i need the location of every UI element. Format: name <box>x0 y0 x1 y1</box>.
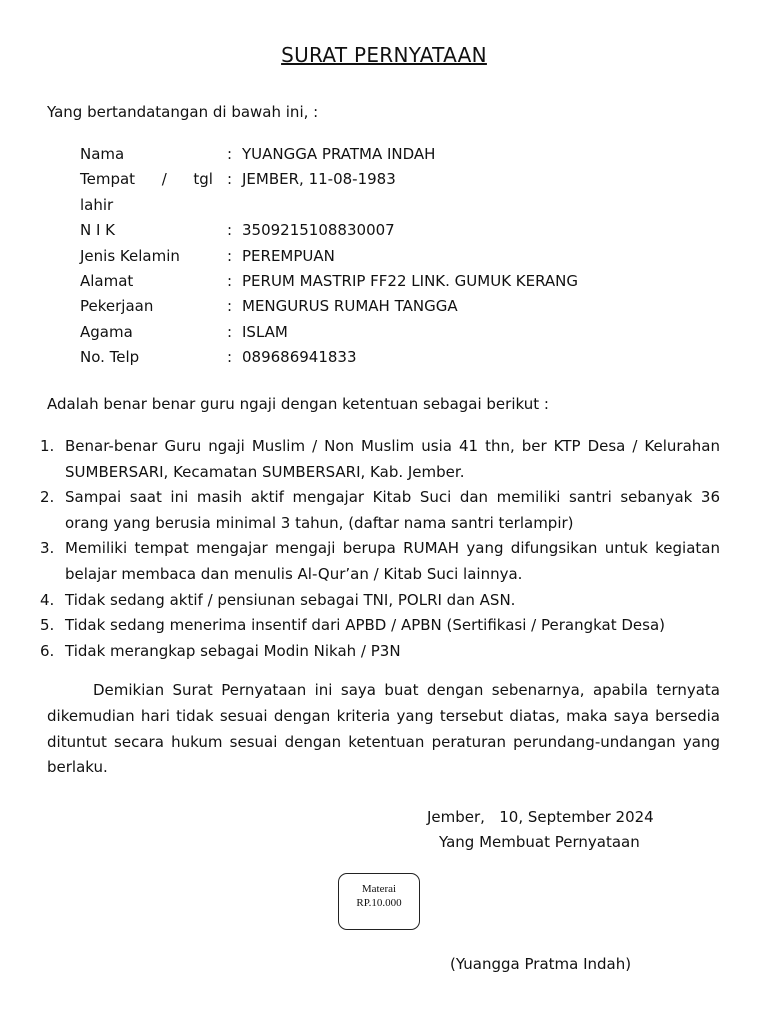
list-item-number: 6. <box>40 641 55 660</box>
list-item <box>40 434 720 485</box>
stamp-duty-box <box>338 873 420 930</box>
identity-row-name <box>80 142 720 167</box>
identity-label <box>80 167 213 192</box>
list-item-number: 4. <box>40 590 55 609</box>
list-item <box>40 536 720 587</box>
closing-paragraph: Demikian Surat Pernyataan ini saya buat dengan sebenarnya, apabila ternyata dikemudian hari tidak sesuai dengan kriteria yang tersebut diatas, maka saya bersedia dituntut secara hukum sesuai dengan ketentuan peraturan perundang-undangan yang berlaku. <box>47 681 720 777</box>
identity-row-phone <box>80 345 720 370</box>
identity-colon: : <box>227 297 233 316</box>
list-item-number: 2. <box>40 488 55 507</box>
list-item-text: Tidak sedang aktif / pensiunan sebagai TNI, POLRI dan ASN. <box>65 590 516 609</box>
identity-colon: : <box>227 221 233 240</box>
list-item-number: 1. <box>40 437 55 455</box>
identity-label-part: Tempat <box>80 170 136 189</box>
identity-label-part: tgl <box>193 170 213 189</box>
identity-label: N I K <box>80 221 116 240</box>
identity-value: MENGURUS RUMAH TANGGA <box>242 297 458 316</box>
list-item <box>40 485 720 536</box>
identity-label: Pekerjaan <box>80 297 154 316</box>
identity-label-part: / <box>161 170 167 189</box>
identity-value: PERUM MASTRIP FF22 LINK. GUMUK KERANG <box>242 271 579 290</box>
maker-caption: Yang Membuat Pernyataan <box>439 833 640 851</box>
identity-label-line2: lahir <box>80 195 114 214</box>
identity-value: YUANGGA PRATMA INDAH <box>242 145 436 163</box>
stamp-duty-amount: RP.10.000 <box>356 897 402 909</box>
intro-text: Yang bertandatangan di bawah ini, : <box>47 103 319 121</box>
identity-row-religion <box>80 320 720 345</box>
identity-row-birth <box>80 167 720 218</box>
list-item-text: Memiliki tempat mengajar mengaji berupa RUMAH yang difungsikan untuk kegiatan belajar membaca dan menulis Al-Qur’an / Kitab Suci lainnya. <box>65 539 720 583</box>
signer-name: (Yuangga Pratma Indah) <box>450 955 632 973</box>
identity-colon: : <box>227 348 233 367</box>
identity-colon: : <box>227 246 233 265</box>
identity-label: Nama <box>80 145 125 163</box>
lead-text: Adalah benar benar guru ngaji dengan ketentuan sebagai berikut : <box>47 395 549 413</box>
identity-row-occupation <box>80 294 720 319</box>
identity-value: JEMBER, 11-08-1983 <box>242 170 396 189</box>
identity-colon: : <box>227 322 233 341</box>
identity-colon: : <box>227 271 233 290</box>
identity-colon: : <box>227 170 233 189</box>
identity-row-nik <box>80 218 720 243</box>
identity-label: No. Telp <box>80 348 140 367</box>
identity-row-address <box>80 269 720 294</box>
list-item-number: 3. <box>40 539 55 558</box>
identity-label: Alamat <box>80 271 134 290</box>
identity-label: Jenis Kelamin <box>80 246 180 265</box>
list-item-number: 5. <box>40 616 55 635</box>
identity-table <box>80 142 720 371</box>
identity-row-gender <box>80 244 720 269</box>
identity-colon: : <box>227 145 233 163</box>
stamp-duty-label: Materai <box>361 883 397 895</box>
list-item <box>40 639 720 665</box>
identity-value: PEREMPUAN <box>242 246 335 265</box>
list-item-text: Benar-benar Guru ngaji Muslim / Non Muslim usia 41 thn, ber KTP Desa / Kelurahan SUMBERSARI, Kecamatan SUMBERSARI, Kab. Jember. <box>65 437 720 481</box>
list-item <box>40 613 720 639</box>
list-item-text: Tidak merangkap sebagai Modin Nikah / P3N <box>65 641 401 660</box>
place-date: Jember, 10, September 2024 <box>427 808 654 826</box>
letter-title: SURAT PERNYATAAN <box>281 43 487 67</box>
identity-value: 3509215108830007 <box>242 221 395 240</box>
terms-list <box>40 434 720 664</box>
identity-value: 089686941833 <box>242 348 357 367</box>
identity-value: ISLAM <box>242 322 288 341</box>
identity-label: Agama <box>80 322 133 341</box>
list-item-text: Sampai saat ini masih aktif mengajar Kitab Suci dan memiliki santri sebanyak 36 orang yang berusia minimal 3 tahun, (daftar nama santri terlampir) <box>65 488 720 532</box>
list-item-text: Tidak sedang menerima insentif dari APBD / APBN (Sertifikasi / Perangkat Desa) <box>65 616 666 635</box>
list-item <box>40 588 720 614</box>
